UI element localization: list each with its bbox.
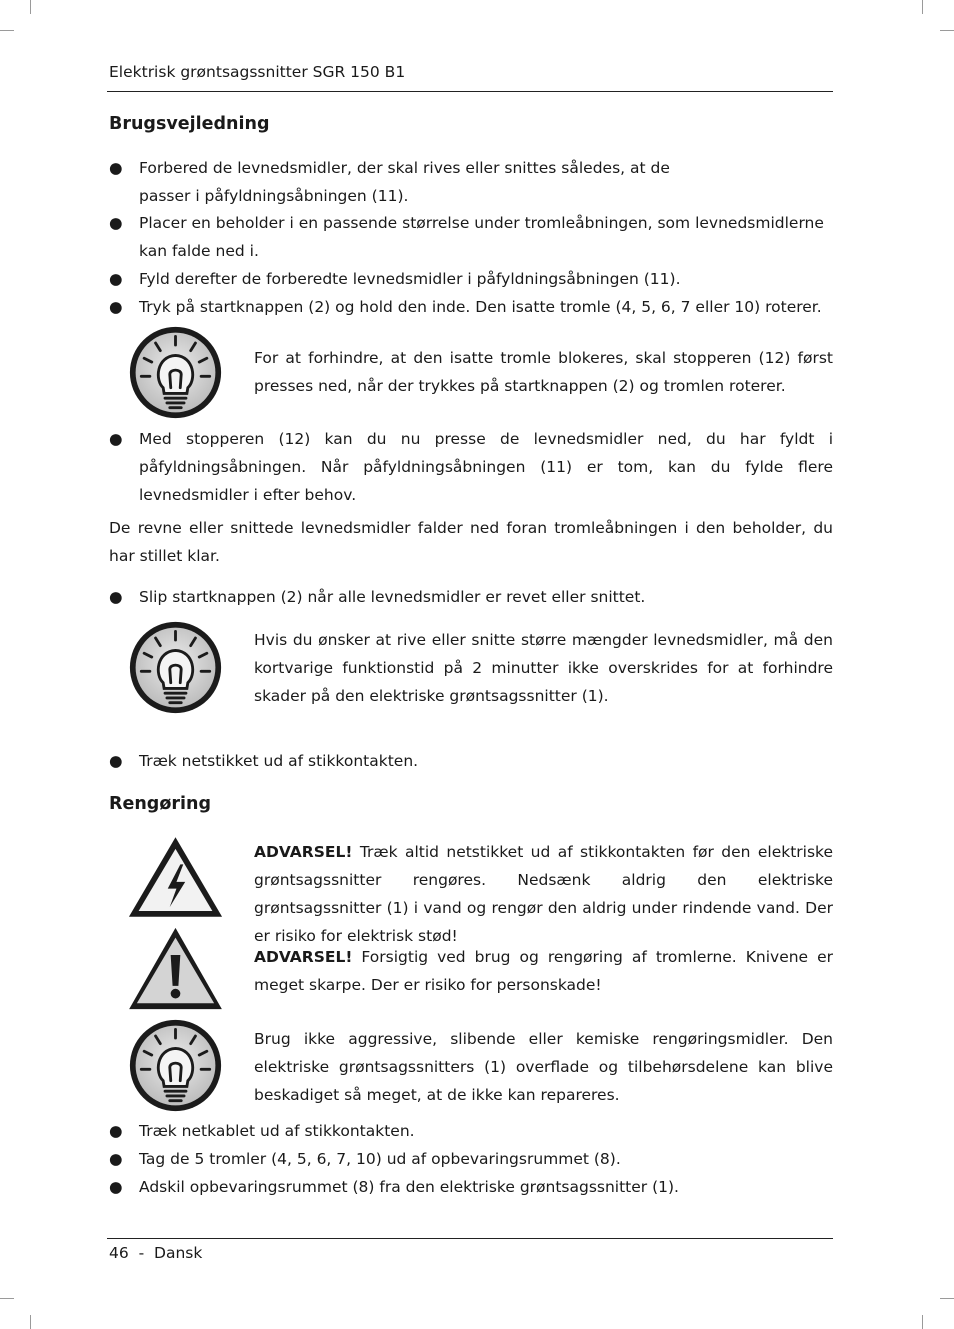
section-heading-cleaning: Rengøring	[109, 794, 211, 814]
bullet-icon: ●	[109, 159, 123, 177]
bullet-icon: ●	[109, 1150, 123, 1168]
list-item: ● Slip startknappen (2) når alle levnedsmidler er revet eller snittet.	[109, 583, 833, 611]
crop-mark	[30, 1315, 31, 1329]
crop-mark	[30, 0, 31, 14]
list-item: ● Med stopperen (12) kan du nu presse de levnedsmidler ned, du har fyldt i påfyldningsåbningen. Når påfyldningsåbningen (11) er tom, kan du fylde flere levnedsmidler i efter behov.	[109, 425, 833, 509]
lightbulb-tip-icon	[127, 325, 224, 420]
list-item: ● Tryk på startknappen (2) og hold den inde. Den isatte tromle (4, 5, 6, 7 eller 10) roterer.	[109, 293, 833, 321]
bullet-icon: ●	[109, 1178, 123, 1196]
list-item: ● Træk netstikket ud af stikkontakten.	[109, 747, 833, 775]
crop-mark	[0, 1298, 14, 1299]
lightbulb-tip-icon	[127, 1018, 224, 1113]
crop-mark	[922, 1315, 923, 1329]
tip-note: For at forhindre, at den isatte tromle blokeres, skal stopperen (12) først presses ned, når der trykkes på startknappen (2) og tromlen roterer.	[254, 349, 833, 395]
tip-note: Brug ikke aggressive, slibende eller kemiske rengøringsmidler. Den elektriske grøntsagssnitters (1) overflade og tilbehørsdelene kan blive beskadiget så meget, at de ikke kan repareres.	[254, 1030, 833, 1104]
bullet-icon: ●	[109, 752, 123, 770]
list-item: ● Fyld derefter de forberedte levnedsmidler i påfyldningsåbningen (11).	[109, 265, 833, 293]
warning-label: ADVARSEL!	[254, 843, 353, 861]
bullet-icon: ●	[109, 430, 123, 448]
electric-shock-warning-icon	[127, 835, 224, 919]
warning-note: ADVARSEL! Forsigtig ved brug og rengøring af tromlerne. Knivene er meget skarpe. Der er risiko for personskade!	[254, 948, 833, 994]
list-item: ● Placer en beholder i en passende størrelse under tromleåbningen, som levnedsmidlerne kan falde ned i.	[109, 209, 833, 265]
crop-mark	[0, 30, 14, 31]
crop-mark	[922, 0, 923, 14]
bullet-icon: ●	[109, 214, 123, 232]
section-heading-usage: Brugsvejledning	[109, 114, 270, 134]
warning-label: ADVARSEL!	[254, 948, 353, 966]
bullet-icon: ●	[109, 270, 123, 288]
warning-note: ADVARSEL! Træk altid netstikket ud af stikkontakten før den elektriske grøntsagssnitter rengøres. Nedsænk aldrig den elektriske grøntsagssnitter (1) i vand og rengør den aldrig under rindende vand. Der er risiko for elektrisk stød!	[254, 843, 833, 945]
page-header: Elektrisk grøntsagssnitter SGR 150 B1	[109, 63, 406, 81]
list-item: ● Tag de 5 tromler (4, 5, 6, 7, 10) ud af opbevaringsrummet (8).	[109, 1145, 833, 1173]
bullet-icon: ●	[109, 588, 123, 606]
body-paragraph: De revne eller snittede levnedsmidler falder ned foran tromleåbningen i den beholder, du har stillet klar.	[109, 519, 833, 565]
bullet-icon: ●	[109, 1122, 123, 1140]
list-item: ● Adskil opbevaringsrummet (8) fra den elektriske grøntsagssnitter (1).	[109, 1173, 833, 1201]
list-item: ● Forbered de levnedsmidler, der skal rives eller snittes således, at de passer i påfyldningsåbningen (11).	[109, 154, 709, 210]
crop-mark	[940, 1298, 954, 1299]
list-item: ● Træk netkablet ud af stikkontakten.	[109, 1117, 833, 1145]
footer-rule	[107, 1238, 833, 1239]
exclamation-warning-icon	[127, 926, 224, 1011]
page-footer: 46 - Dansk	[109, 1244, 203, 1262]
bullet-icon: ●	[109, 298, 123, 316]
tip-note: Hvis du ønsker at rive eller snitte større mængder levnedsmidler, må den kortvarige funktionstid på 2 minutter ikke overskrides for at forhindre skader på den elektriske grøntsagssnitter (1).	[254, 631, 833, 705]
crop-mark	[940, 30, 954, 31]
header-rule	[107, 91, 833, 92]
lightbulb-tip-icon	[127, 620, 224, 715]
